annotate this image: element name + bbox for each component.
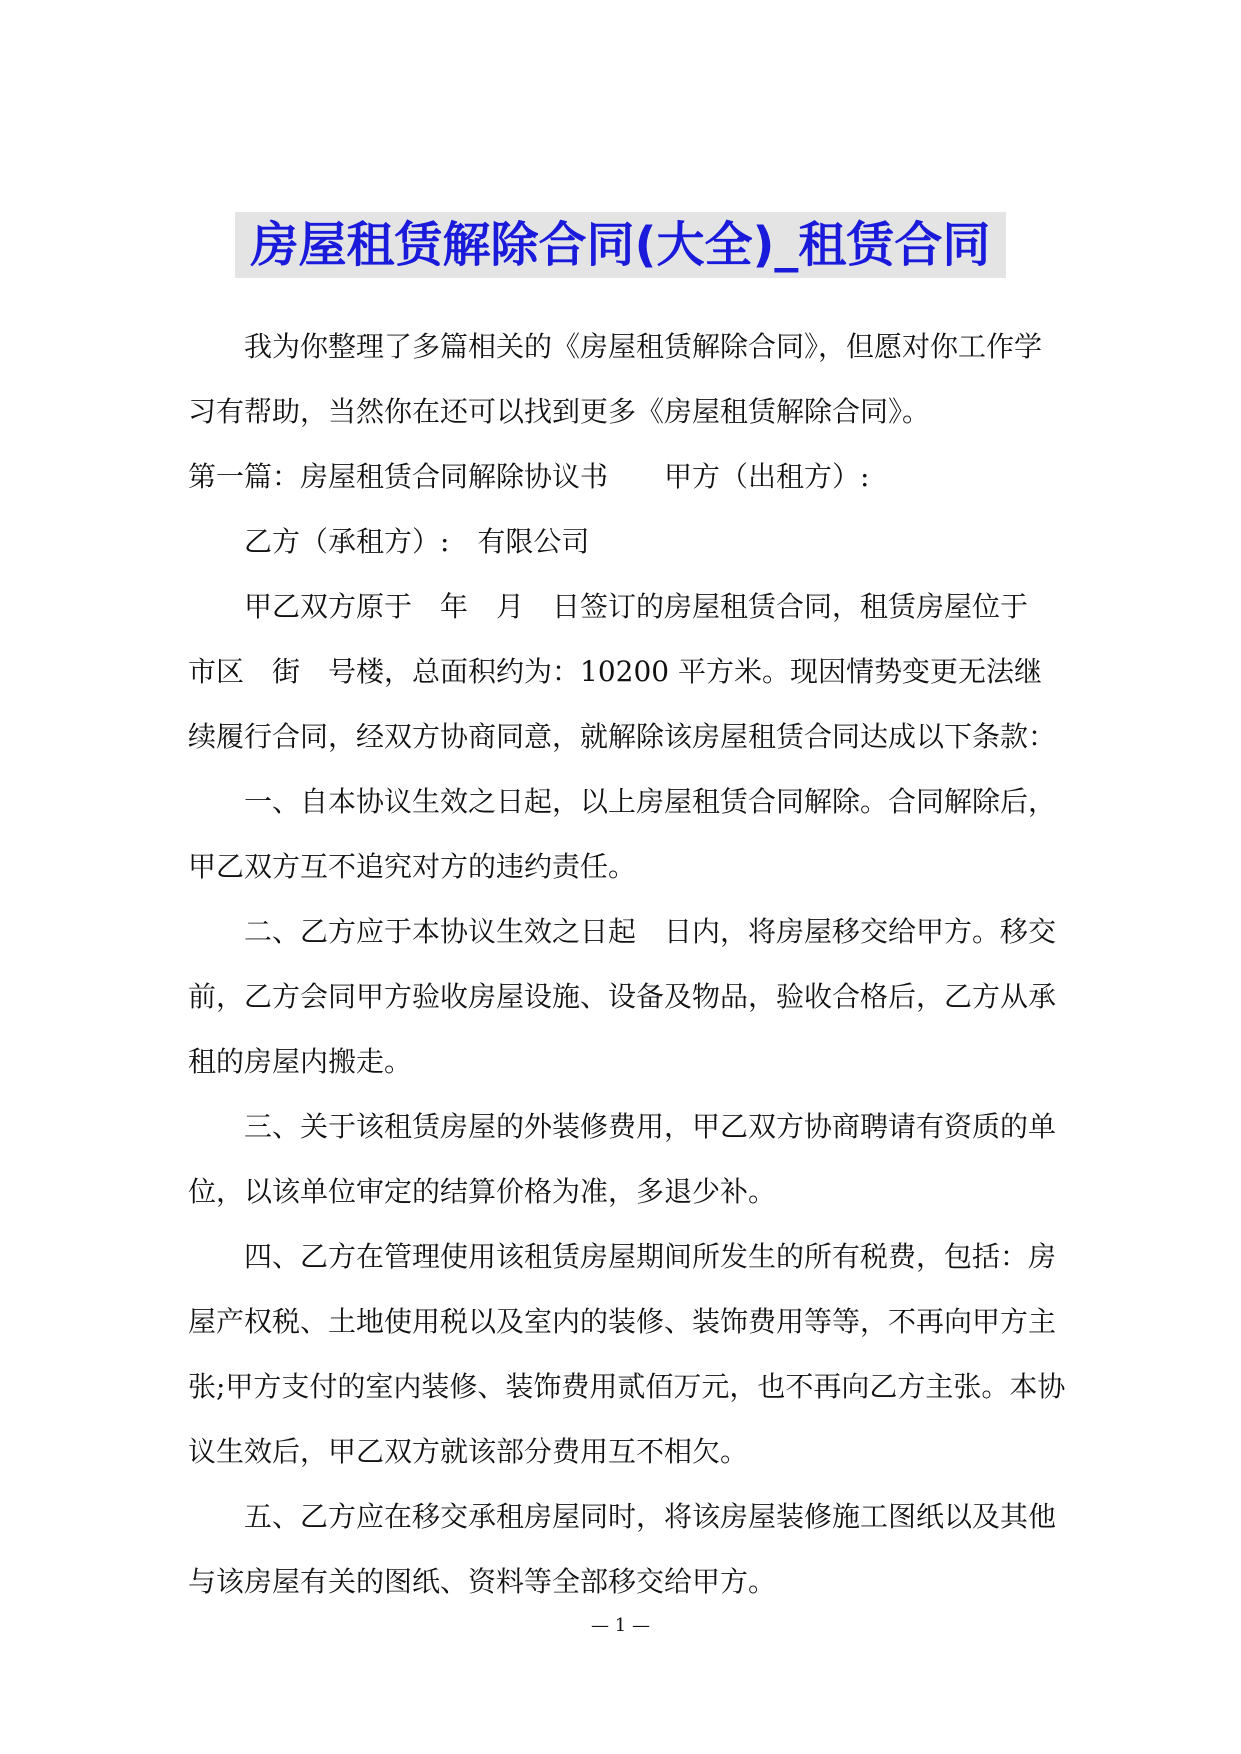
document-body (188, 314, 1068, 1614)
title-container (0, 212, 1241, 278)
page-number: — 1 — (591, 1615, 650, 1636)
paragraph: 甲乙双方原于 年 月 日签订的房屋租赁合同，租赁房屋位于 市区 街 号楼，总面积约为：10200 平方米。现因情势变更无法继续履行合同，经双方协商同意，就解除该房屋租赁合同达成以下条款： (188, 590, 1057, 753)
paragraph: 一、自本协议生效之日起，以上房屋租赁合同解除。合同解除后，甲乙双方互不追究对方的违约责任。 (188, 785, 1057, 883)
document-title: 房屋租赁解除合同(大全)_租赁合同 (235, 212, 1007, 278)
paragraph: 我为你整理了多篇相关的《房屋租赁解除合同》，但愿对你工作学习有帮助，当然你在还可以找到更多《房屋租赁解除合同》。 (188, 330, 1043, 428)
paragraph: 乙方（承租方）: 有限公司 (244, 525, 590, 558)
paragraph: 四、乙方在管理使用该租赁房屋期间所发生的所有税费，包括：房屋产权税、土地使用税以及室内的装修、装饰费用等等，不再向甲方主张;甲方支付的室内装修、装饰费用贰佰万元，也不再向乙方主张。本协议生效后，甲乙双方就该部分费用互不相欠。 (188, 1240, 1066, 1468)
paragraph: 三、关于该租赁房屋的外装修费用，甲乙双方协商聘请有资质的单位，以该单位审定的结算价格为准，多退少补。 (188, 1110, 1057, 1208)
paragraph: 二、乙方应于本协议生效之日起 日内，将房屋移交给甲方。移交前，乙方会同甲方验收房屋设施、设备及物品，验收合格后，乙方从承租的房屋内搬走。 (188, 915, 1057, 1078)
paragraph: 五、乙方应在移交承租房屋同时，将该房屋装修施工图纸以及其他与该房屋有关的图纸、资料等全部移交给甲方。 (188, 1500, 1057, 1598)
paragraph: 第一篇：房屋租赁合同解除协议书 甲方（出租方）: (188, 460, 870, 493)
